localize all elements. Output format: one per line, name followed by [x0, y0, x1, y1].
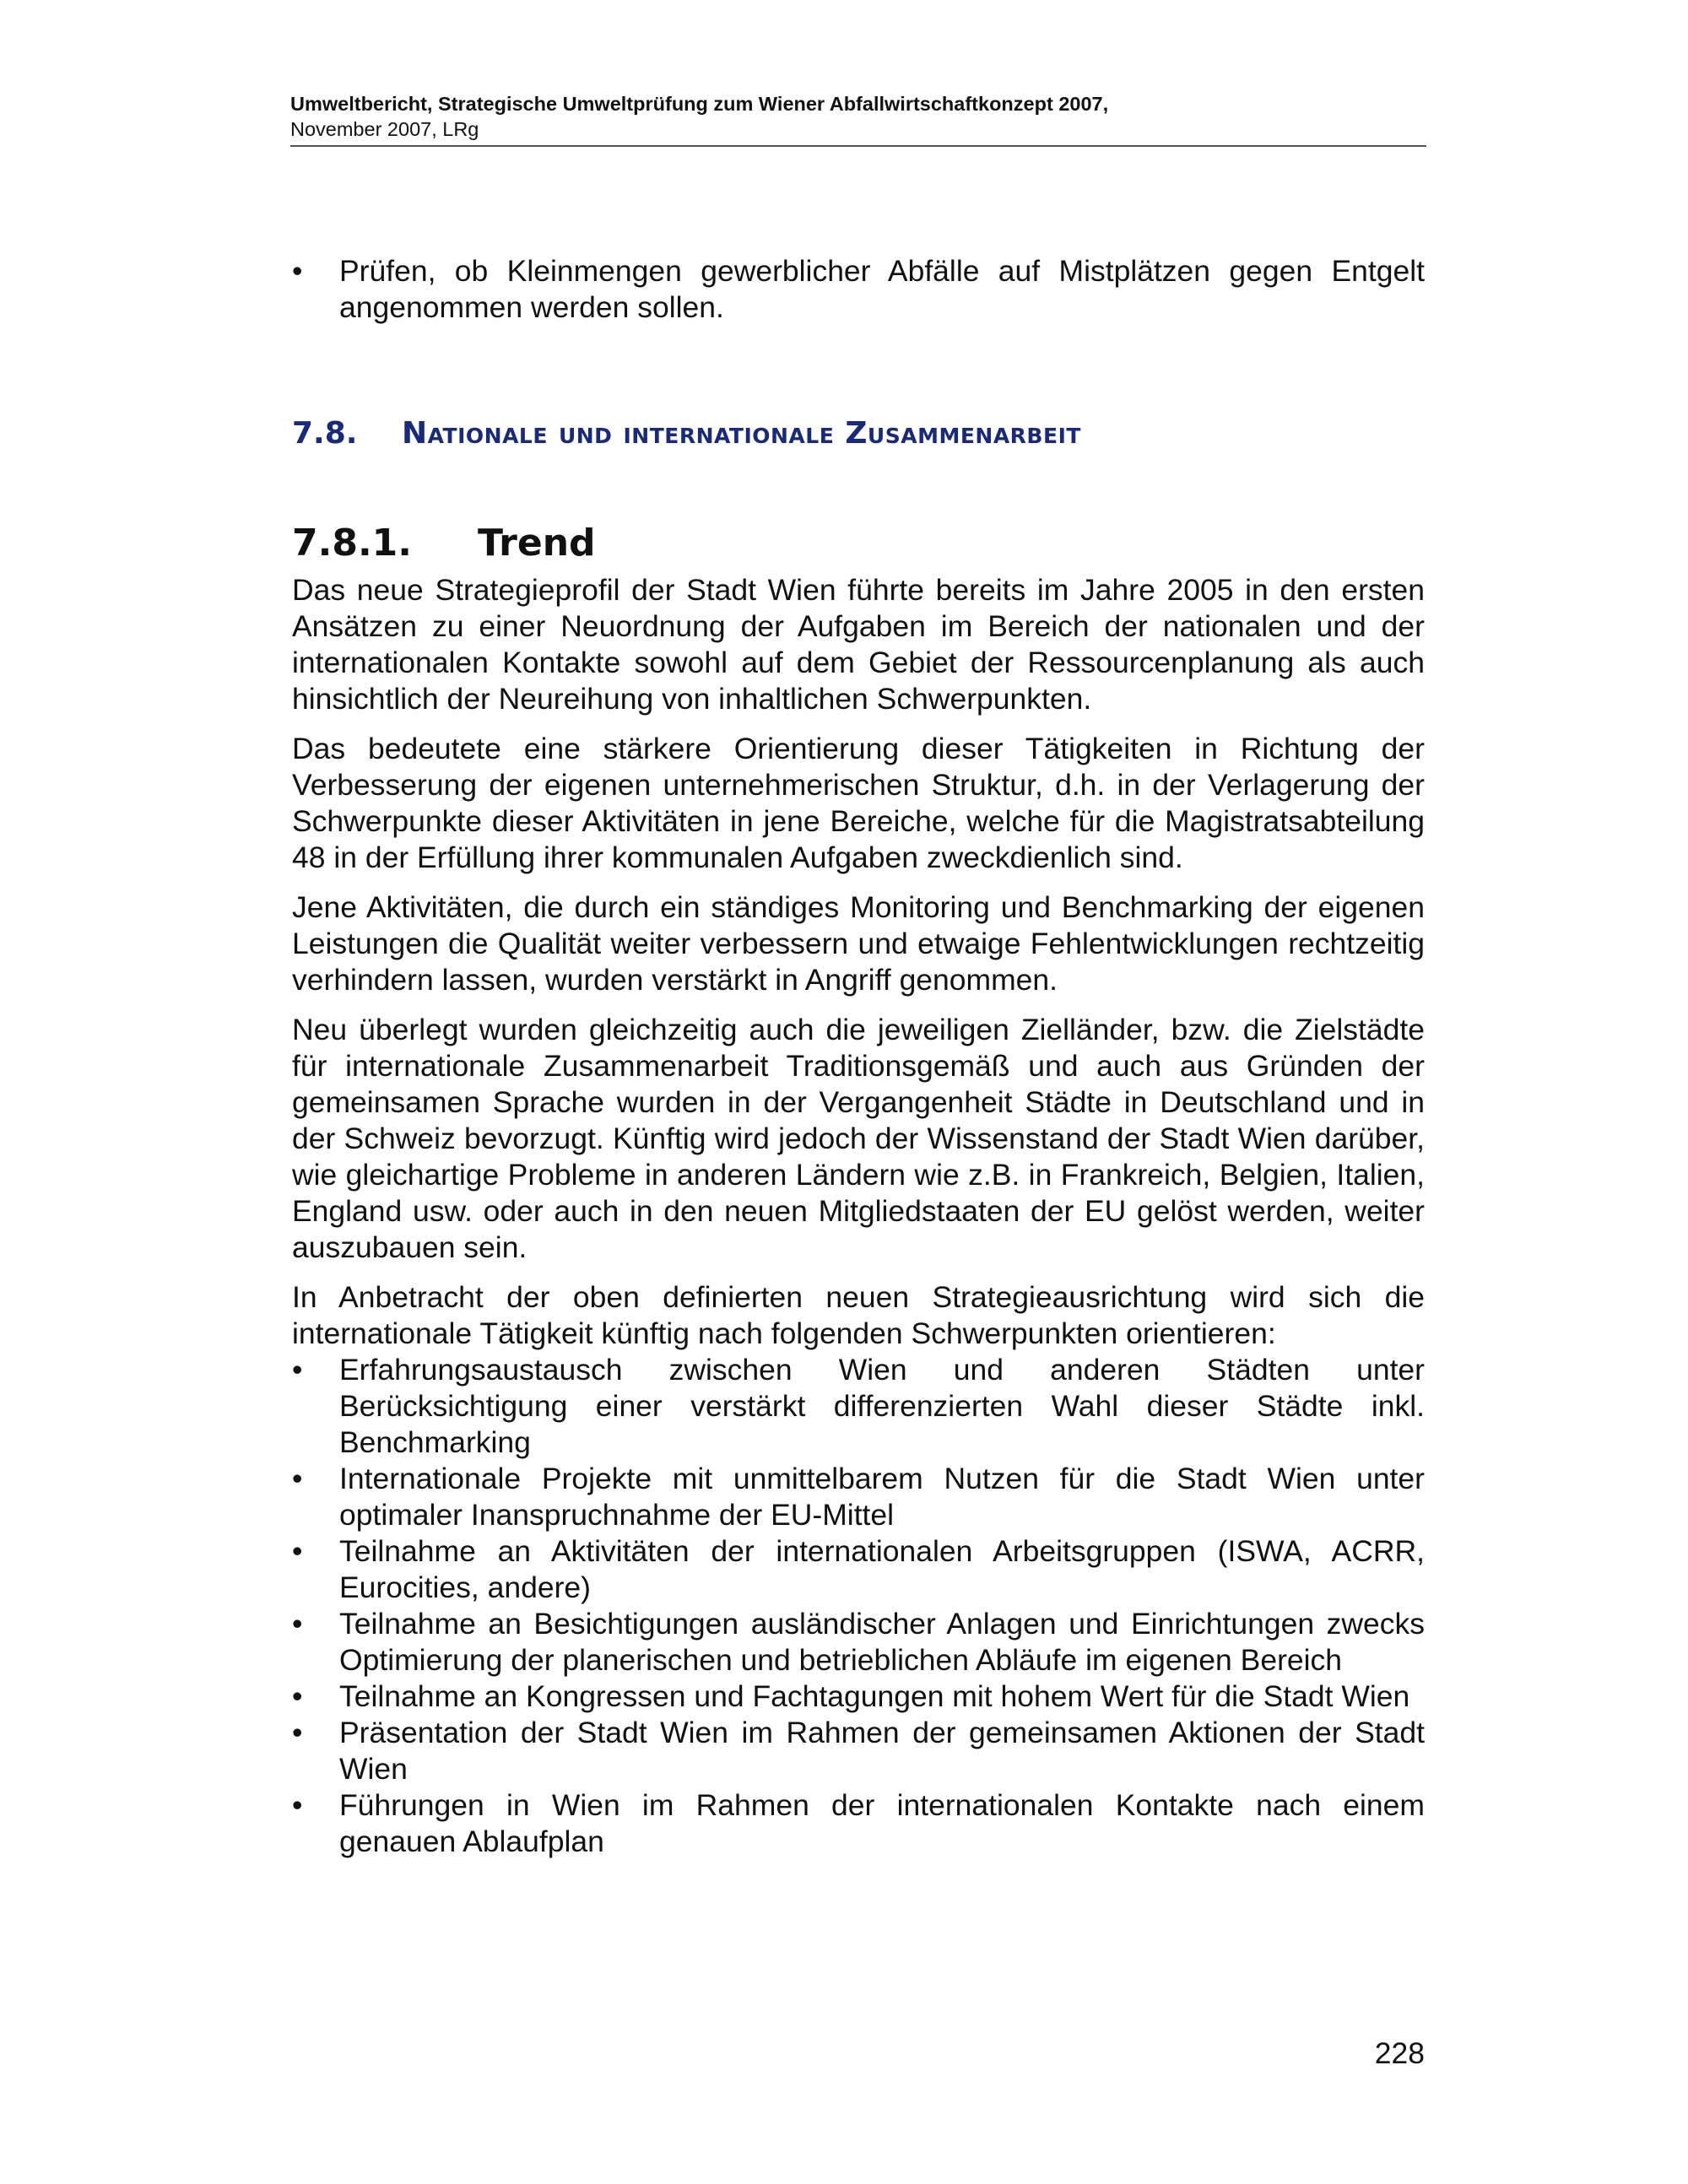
list-item-text: Führungen in Wien im Rahmen der internationalen Kontakte nach einem genauen Ablaufplan	[339, 1788, 1425, 1858]
subsection-heading	[292, 522, 1425, 565]
bullet-icon: •	[292, 1534, 303, 1568]
bullet-icon: •	[292, 254, 303, 288]
header-title: Umweltbericht, Strategische Umweltprüfung zum Wiener Abfallwirtschaftkonzept 2007,	[290, 93, 1109, 115]
bullet-icon: •	[292, 1353, 303, 1387]
section-heading	[292, 415, 1425, 452]
list-item	[292, 1715, 1425, 1787]
bullet-icon: •	[292, 1607, 303, 1641]
intro-bullet-list	[292, 253, 1425, 326]
focus-bullet-list	[292, 1352, 1425, 1860]
main-content	[292, 253, 1425, 1860]
list-item-text: Erfahrungsaustausch zwischen Wien und anderen Städten unter Berücksichtigung einer verstärkt differenzierten Wahl dieser Städte inkl. Benchmarking	[339, 1353, 1425, 1459]
bullet-icon: •	[292, 1679, 303, 1713]
paragraph: Das neue Strategieprofil der Stadt Wien führte bereits im Jahre 2005 in den ersten Ansätzen zu einer Neuordnung der Aufgaben im Bereich der nationalen und der internationalen Kontakte sowohl auf dem Gebiet der Ressourcenplanung als auch hinsichtlich der Neureihung von inhaltlichen Schwerpunkten.	[292, 573, 1425, 716]
page-number: 228	[1374, 2036, 1425, 2070]
list-item	[292, 1787, 1425, 1860]
list-item-text: Teilnahme an Kongressen und Fachtagungen mit hohem Wert für die Stadt Wien	[339, 1679, 1410, 1713]
header-date: November 2007, LRg	[290, 118, 479, 140]
bullet-icon: •	[292, 1462, 303, 1495]
section-title: Nationale und internationale Zusammenarbeit	[402, 416, 1081, 451]
subsection-title: Trend	[478, 522, 596, 565]
paragraph: In Anbetracht der oben definierten neuen Strategieausrichtung wird sich die internationale Tätigkeit künftig nach folgenden Schwerpunkten orientieren:	[292, 1280, 1425, 1350]
paragraph: Das bedeutete eine stärkere Orientierung dieser Tätigkeiten in Richtung der Verbesserung der eigenen unternehmerischen Struktur, d.h. in der Verlagerung der Schwerpunkte dieser Aktivitäten in jene Bereiche, welche für die Magistratsabteilung 48 in der Erfüllung ihrer kommunalen Aufgaben zweckdienlich sind.	[292, 732, 1425, 874]
bullet-icon: •	[292, 1716, 303, 1749]
list-item-text: Präsentation der Stadt Wien im Rahmen der gemeinsamen Aktionen der Stadt Wien	[339, 1716, 1425, 1786]
subsection-number: 7.8.1.	[292, 522, 412, 565]
list-item-text: Teilnahme an Aktivitäten der internationalen Arbeitsgruppen (ISWA, ACRR, Eurocities, andere)	[339, 1534, 1425, 1604]
list-item	[292, 1352, 1425, 1461]
list-item	[292, 1533, 1425, 1606]
list-item	[292, 1679, 1425, 1715]
page-header	[290, 91, 1426, 147]
list-item-text: Prüfen, ob Kleinmengen gewerblicher Abfälle auf Mistplätzen gegen Entgelt angenommen werden sollen.	[339, 254, 1425, 324]
list-item	[292, 1461, 1425, 1533]
section-number: 7.8.	[292, 416, 358, 451]
bullet-icon: •	[292, 1788, 303, 1822]
list-item	[292, 253, 1425, 326]
list-item-text: Teilnahme an Besichtigungen ausländischer Anlagen und Einrichtungen zwecks Optimierung der planerischen und betrieblichen Abläufe im eigenen Bereich	[339, 1607, 1425, 1677]
list-item-text: Internationale Projekte mit unmittelbarem Nutzen für die Stadt Wien unter optimaler Inanspruchnahme der EU-Mittel	[339, 1462, 1425, 1532]
paragraph: Jene Aktivitäten, die durch ein ständiges Monitoring und Benchmarking der eigenen Leistungen die Qualität weiter verbessern und etwaige Fehlentwicklungen rechtzeitig verhindern lassen, wurden verstärkt in Angriff genommen.	[292, 890, 1425, 997]
list-item	[292, 1606, 1425, 1679]
paragraph: Neu überlegt wurden gleichzeitig auch die jeweiligen Zielländer, bzw. die Zielstädte für internationale Zusammenarbeit Traditionsgemäß und auch aus Gründen der gemeinsamen Sprache wurden in der Vergangenheit Städte in Deutschland und in der Schweiz bevorzugt. Künftig wird jedoch der Wissenstand der Stadt Wien darüber, wie gleichartige Probleme in anderen Ländern wie z.B. in Frankreich, Belgien, Italien, England usw. oder auch in den neuen Mitgliedstaaten der EU gelöst werden, weiter auszubauen sein.	[292, 1013, 1425, 1264]
